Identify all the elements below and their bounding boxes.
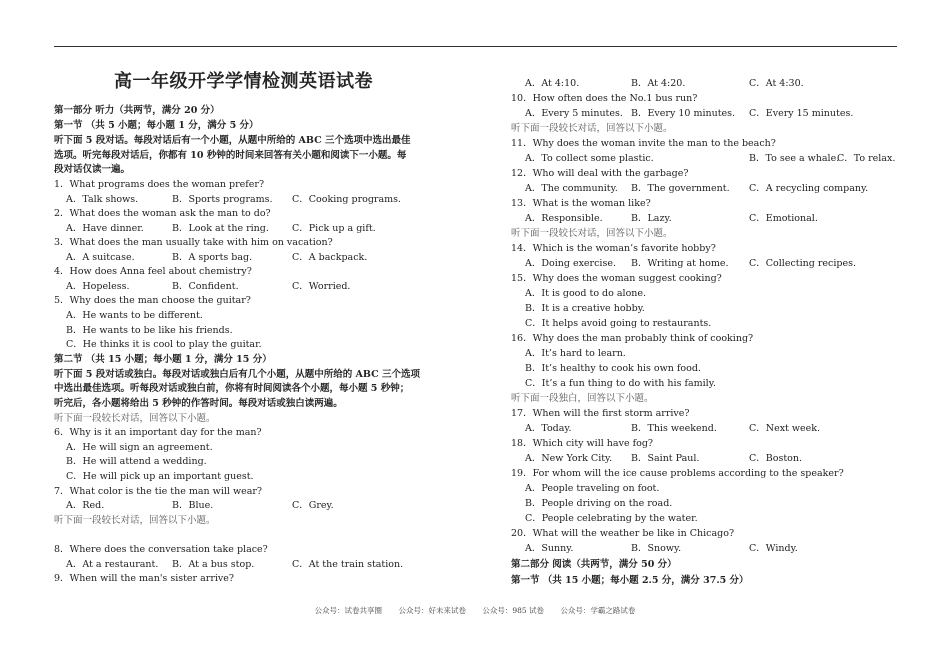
option: A．He will sign an agreement. <box>66 442 213 453</box>
option: C．People celebrating by the water. <box>525 513 698 524</box>
option: B．He wants to be like his friends. <box>66 325 233 336</box>
question: 7．What color is the tie the man will wear? <box>54 486 263 497</box>
footer-item: 公众号：试卷共享圈 <box>314 606 383 615</box>
question: 18．Which city will have fog? <box>511 438 653 449</box>
option: A．Hopeless. <box>66 281 130 292</box>
option: B．At 4:20. <box>631 78 686 89</box>
option: B．It’s healthy to cook his own food. <box>525 363 701 374</box>
option: A．To collect some plastic. <box>525 153 654 164</box>
option: C．Pick up a gift. <box>292 223 376 234</box>
option: B．Writing at home. <box>631 258 729 269</box>
option: A．At a restaurant. <box>66 559 159 570</box>
option: A．Responsible. <box>525 213 603 224</box>
option: A．A suitcase. <box>66 252 135 263</box>
option: B．This weekend. <box>631 423 717 434</box>
option: C．At the train station. <box>292 559 404 570</box>
listening-prompt: 听下面一段较长对话，回答以下小题。 <box>54 413 216 424</box>
option: C．It helps avoid going to restaurants. <box>525 318 712 329</box>
page-title: 高一年级开学学情检测英语试卷 <box>114 71 373 92</box>
part2-heading: 第二部分 阅读（共两节，满分 50 分） <box>511 559 677 570</box>
section1-heading: 第一节 （共 5 小题；每小题 1 分，满分 5 分） <box>54 120 259 131</box>
section2-instructions: 中选出最佳选项。听每段对话或独白前，你将有时间阅读各个小题，每小题 5 秒钟； <box>54 383 410 394</box>
question: 9．When will the man's sister arrive? <box>54 573 234 584</box>
option: C．To relax. <box>837 153 896 164</box>
option: C．A backpack. <box>292 252 368 263</box>
option: A．Sunny. <box>525 543 574 554</box>
option: A．Today. <box>525 423 572 434</box>
question: 12．Who will deal with the garbage? <box>511 168 689 179</box>
option: C．A recycling company. <box>749 183 869 194</box>
option: A．People traveling on foot. <box>525 483 660 494</box>
section2-instructions: 听完后，各小题将给出 5 秒钟的作答时间。每段对话或独白读两遍。 <box>54 398 343 409</box>
listening-prompt: 听下面一段较长对话，回答以下小题。 <box>511 123 673 134</box>
question: 11．Why does the woman invite the man to the beach? <box>511 138 776 149</box>
option: B．Lazy. <box>631 213 672 224</box>
section1-instructions: 选项。听完每段对话后，你都有 10 秒钟的时间来回答有关小题和阅读下一小题。每 <box>54 150 407 161</box>
option: A．Every 5 minutes. <box>525 108 623 119</box>
question: 16．Why does the man probably think of cooking? <box>511 333 754 344</box>
part2-section1-heading: 第一节 （共 15 小题；每小题 2.5 分，满分 37.5 分） <box>511 575 749 586</box>
option: C．Boston. <box>749 453 803 464</box>
question: 6．Why is it an important day for the man? <box>54 427 262 438</box>
footer-item: 公众号：985 试卷 <box>482 606 545 615</box>
option: C．Every 15 minutes. <box>749 108 854 119</box>
option: A．It’s hard to learn. <box>525 348 626 359</box>
option: C．Next week. <box>749 423 821 434</box>
section2-heading: 第二节 （共 15 小题；每小题 1 分，满分 15 分） <box>54 354 272 365</box>
option: C．Collecting recipes. <box>749 258 856 269</box>
question: 15．Why does the woman suggest cooking? <box>511 273 722 284</box>
option: B．Blue. <box>172 500 214 511</box>
question: 17．When will the first storm arrive? <box>511 408 690 419</box>
section1-instructions: 段对话仅读一遍。 <box>54 164 131 175</box>
question: 10．How often does the No.1 bus run? <box>511 93 698 104</box>
option: A．The community. <box>525 183 618 194</box>
option: B．It is a creative hobby. <box>525 303 645 314</box>
option: C．Windy. <box>749 543 798 554</box>
question: 13．What is the woman like? <box>511 198 651 209</box>
option: A．Have dinner. <box>66 223 144 234</box>
option: B．Sports programs. <box>172 194 273 205</box>
question: 3．What does the man usually take with him on vacation? <box>54 237 333 248</box>
option: B．Saint Paul. <box>631 453 700 464</box>
option: A．Talk shows. <box>66 194 139 205</box>
listening-prompt: 听下面一段较长对话，回答以下小题。 <box>54 515 216 526</box>
option: B．The government. <box>631 183 730 194</box>
option: B．He will attend a wedding. <box>66 456 207 467</box>
option: C．He will pick up an important guest. <box>66 471 254 482</box>
option: C．At 4:30. <box>749 78 804 89</box>
option: C．He thinks it is cool to play the guitar. <box>66 339 262 350</box>
option: A．Red. <box>66 500 105 511</box>
option: C．Grey. <box>292 500 334 511</box>
footer-item: 公众号：学霸之路试卷 <box>560 606 636 615</box>
option: A．New York City. <box>525 453 613 464</box>
option: B．Look at the ring. <box>172 223 269 234</box>
option: A．At 4:10. <box>525 78 580 89</box>
footer <box>0 605 950 616</box>
question: 14．Which is the woman’s favorite hobby? <box>511 243 716 254</box>
option: C．Worried. <box>292 281 351 292</box>
section1-instructions: 听下面 5 段对话。每段对话后有一个小题，从题中所给的 ABC 三个选项中选出最佳 <box>54 135 411 146</box>
option: C．Emotional. <box>749 213 818 224</box>
option: B．Confident. <box>172 281 239 292</box>
listening-prompt: 听下面一段较长对话，回答以下小题。 <box>511 228 673 239</box>
option: B．People driving on the road. <box>525 498 673 509</box>
question: 2．What does the woman ask the man to do? <box>54 208 271 219</box>
part1-heading: 第一部分 听力（共两节，满分 20 分） <box>54 105 220 116</box>
option: B．At a bus stop. <box>172 559 255 570</box>
option: B．A sports bag. <box>172 252 253 263</box>
option: A．It is good to do alone. <box>525 288 647 299</box>
option: B．To see a whale. <box>749 153 840 164</box>
option: A．He wants to be different. <box>66 310 203 321</box>
question: 4．How does Anna feel about chemistry? <box>54 266 252 277</box>
question: 19．For whom will the ice cause problems according to the speaker? <box>511 468 844 479</box>
section2-instructions: 听下面 5 段对话或独白。每段对话或独白后有几个小题，从题中所给的 ABC 三个选项 <box>54 369 420 380</box>
question: 1．What programs does the woman prefer? <box>54 179 265 190</box>
header-rule <box>54 46 897 47</box>
option: B．Snowy. <box>631 543 682 554</box>
question: 8．Where does the conversation take place? <box>54 544 268 555</box>
option: C．It’s a fun thing to do with his family. <box>525 378 716 389</box>
option: A．Doing exercise. <box>525 258 616 269</box>
listening-prompt: 听下面一段独白，回答以下小题。 <box>511 393 654 404</box>
option: B．Every 10 minutes. <box>631 108 736 119</box>
footer-item: 公众号：好未来试卷 <box>398 606 466 615</box>
question: 20．What will the weather be like in Chicago? <box>511 528 735 539</box>
option: C．Cooking programs. <box>292 194 402 205</box>
question: 5．Why does the man choose the guitar? <box>54 295 251 306</box>
